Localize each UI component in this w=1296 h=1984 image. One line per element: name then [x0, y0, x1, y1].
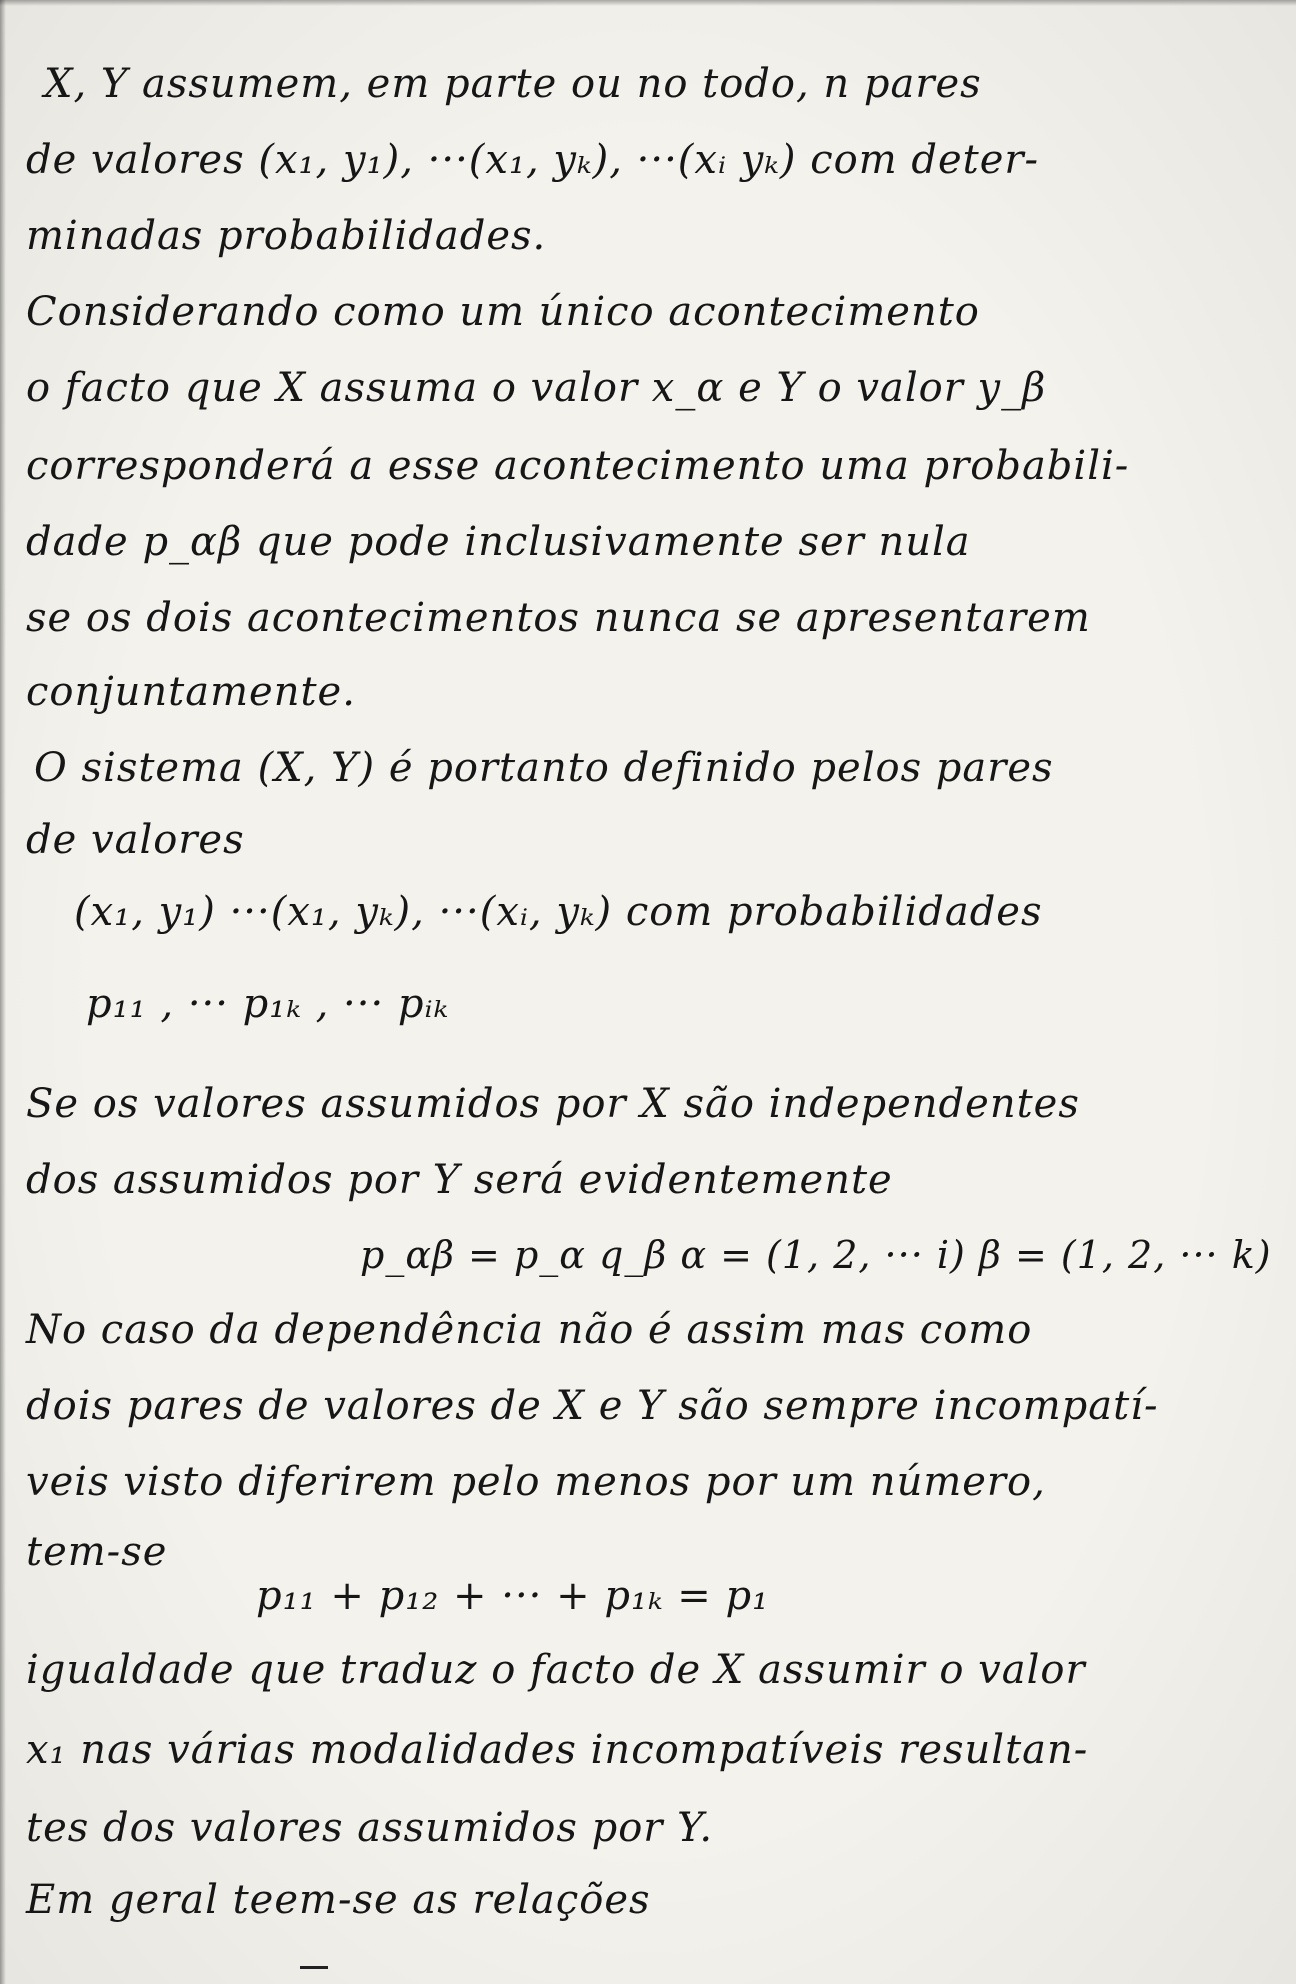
bottom-pen-mark [300, 1966, 328, 1969]
text-line-13: p₁₁ , ··· p₁ₖ , ··· pᵢₖ [86, 981, 450, 1027]
text-line-3: minadas probabilidades. [26, 213, 547, 259]
text-line-19: veis visto diferirem pelo menos por um número, [26, 1459, 1046, 1505]
text-line-1: X, Y assumem, em parte ou no todo, n pares [44, 61, 982, 107]
text-line-9: conjuntamente. [26, 669, 356, 715]
text-line-25: Em geral teem-se as relações [26, 1877, 651, 1923]
text-line-22: igualdade que traduz o facto de X assumir o valor [26, 1647, 1086, 1693]
text-line-15: dos assumidos por Y será evidentemente [26, 1157, 893, 1203]
text-line-18: dois pares de valores de X e Y são sempre incompatí- [26, 1383, 1159, 1429]
text-line-20: tem-se [26, 1529, 168, 1575]
text-line-23: x₁ nas várias modalidades incompatíveis resultan- [26, 1727, 1089, 1773]
text-line-12: (x₁, y₁) ···(x₁, yₖ), ···(xᵢ, yₖ) com probabilidades [74, 889, 1043, 935]
text-line-4: Considerando como um único acontecimento [26, 289, 980, 335]
text-line-6: corresponderá a esse acontecimento uma probabili- [26, 443, 1130, 489]
scan-shadow-top [0, 0, 1296, 6]
text-line-7: dade p_αβ que pode inclusivamente ser nula [26, 519, 971, 565]
text-line-14: Se os valores assumidos por X são independentes [26, 1081, 1080, 1127]
text-line-11: de valores [26, 817, 245, 863]
text-line-17: No caso da dependência não é assim mas como [26, 1307, 1033, 1353]
text-line-5: o facto que X assuma o valor x_α e Y o valor y_β [26, 365, 1047, 411]
text-line-24: tes dos valores assumidos por Y. [26, 1805, 714, 1851]
formula-independence: p_αβ = p_α q_β α = (1, 2, ··· i) β = (1, 2, ··· k) [360, 1233, 1272, 1277]
scan-shadow-left [0, 0, 6, 1984]
text-line-8: se os dois acontecimentos nunca se apresentarem [26, 595, 1091, 641]
formula-sum: p₁₁ + p₁₂ + ··· + p₁ₖ = p₁ [256, 1573, 770, 1619]
text-line-10: O sistema (X, Y) é portanto definido pelos pares [34, 745, 1054, 791]
text-line-2: de valores (x₁, y₁), ···(x₁, yₖ), ···(xᵢ yₖ) com deter- [26, 137, 1040, 183]
